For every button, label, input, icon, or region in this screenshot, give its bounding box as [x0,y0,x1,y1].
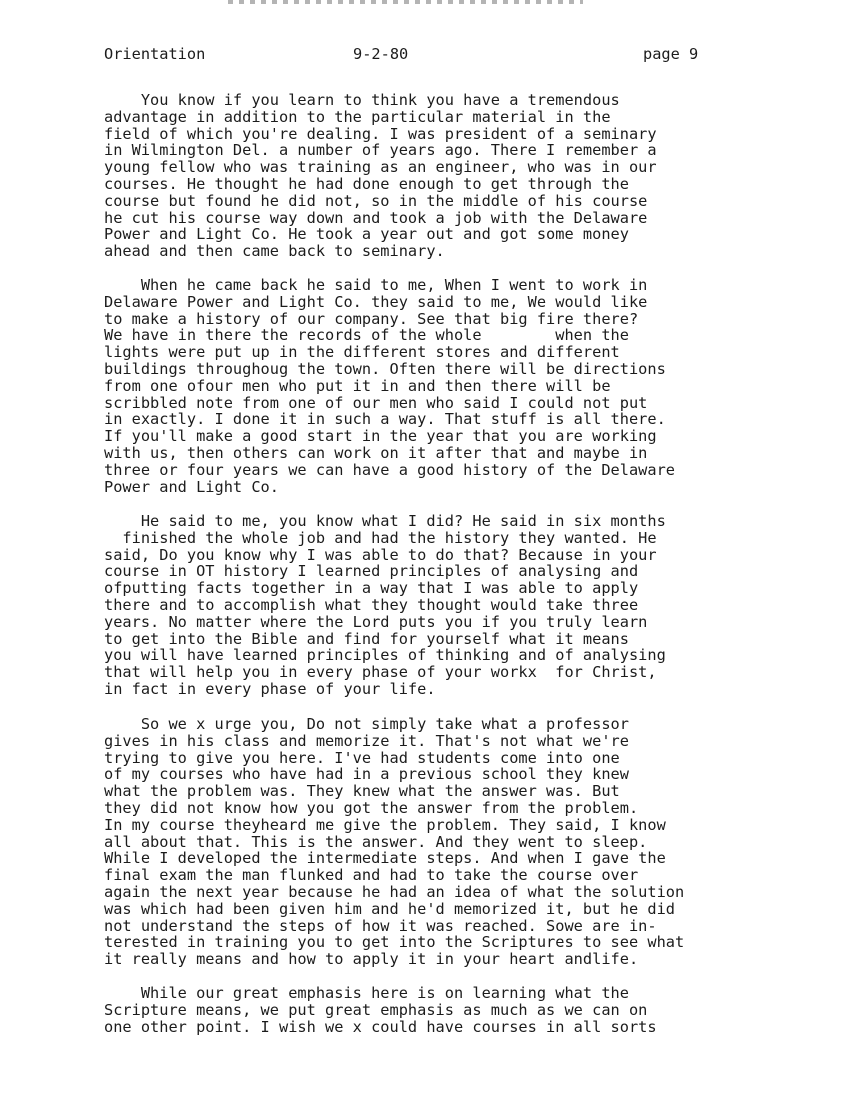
text-line: from one ofour men who put it in and then there will be [104,376,611,395]
text-line: In my course theyheard me give the problem. They said, I know [104,815,666,834]
text-line: Power and Light Co. He took a year out and got some money [104,225,629,244]
document-title: Orientation [104,45,206,63]
text-line: course but found he did not, so in the middle of his course [104,191,648,210]
text-line: Delaware Power and Light Co. they said to me, We would like [104,292,648,311]
text-line: three or four years we can have a good history of the Delaware [104,460,675,479]
text-line: ofputting facts together in a way that I was able to apply [104,579,639,598]
text-line: We have in there the records of the whole when the [104,326,629,345]
text-line: scribbled note from one of our men who said I could not put [104,393,648,412]
scan-artifact [228,0,583,4]
text-line: in Wilmington Del. a number of years ago. There I remember a [104,141,657,160]
text-line: with us, then others can work on it after that and maybe in [104,443,648,462]
text-line: While I developed the intermediate steps. And when I gave the [104,849,666,868]
text-line: ahead and then came back to seminary. [104,242,445,261]
text-line: Scripture means, we put great emphasis as much as we can on [104,1000,648,1019]
text-line: buildings throughoug the town. Often there will be directions [104,359,666,378]
text-line: years. No matter where the Lord puts you if you truly learn [104,612,648,631]
text-line: to make a history of our company. See that big fire there? [104,309,639,328]
text-line: what the problem was. They knew what the answer was. But [104,782,620,801]
text-line: When he came back he said to me, When I went to work in [104,276,648,294]
text-line: trying to give you here. I've had students come into one [104,748,620,767]
text-line: finished the whole job and had the history they wanted. He [104,528,657,547]
text-line: lights were put up in the different stores and different [104,343,620,362]
text-line: that will help you in every phase of your workx for Christ, [104,663,657,682]
text-line: You know if you learn to think you have a tremendous [104,91,620,109]
text-line: again the next year because he had an idea of what the solution [104,882,685,901]
text-line: was which had been given him and he'd memorized it, but he did [104,899,675,918]
text-line: If you'll make a good start in the year that you are working [104,427,657,446]
text-line: advantage in addition to the particular material in the [104,107,611,126]
text-line: courses. He thought he had done enough to get through the [104,174,629,193]
text-line: So we x urge you, Do not simply take what a professor [104,715,629,733]
text-line: said, Do you know why I was able to do that? Because in your [104,545,657,564]
text-line: field of which you're dealing. I was president of a seminary [104,124,657,143]
text-line: they did not know how you got the answer from the problem. [104,798,639,817]
text-line: He said to me, you know what I did? He said in six months [104,512,666,530]
text-line: Power and Light Co. [104,477,279,496]
text-line: it really means and how to apply it in your heart andlife. [104,950,639,969]
text-line: there and to accomplish what they thought would take three [104,595,639,614]
paragraph-3 [104,513,774,698]
text-line: gives in his class and memorize it. That's not what we're [104,731,629,750]
paragraph-5 [104,985,774,1035]
text-line: terested in training you to get into the Scriptures to see what [104,933,685,952]
text-line: young fellow who was training as an engineer, who was in our [104,158,657,177]
paragraph-1 [104,92,774,260]
text-line: in fact in every phase of your life. [104,679,436,698]
text-line: to get into the Bible and find for yourself what it means [104,629,629,648]
text-line: not understand the steps of how it was reached. Sowe are in- [104,916,657,935]
text-line: one other point. I wish we x could have courses in all sorts [104,1017,657,1036]
document-date: 9-2-80 [353,45,409,63]
text-line: in exactly. I done it in such a way. That stuff is all there. [104,410,666,429]
paragraph-4 [104,716,774,968]
page-number: page 9 [643,45,699,63]
text-line: final exam the man flunked and had to take the course over [104,866,639,885]
text-line: of my courses who have had in a previous school they knew [104,765,629,784]
text-line: course in OT history I learned principles of analysing and [104,562,639,581]
text-line: While our great emphasis here is on learning what the [104,984,629,1002]
paragraph-2 [104,277,774,495]
text-line: all about that. This is the answer. And they went to sleep. [104,832,648,851]
text-line: he cut his course way down and took a job with the Delaware [104,208,648,227]
text-line: you will have learned principles of thinking and of analysing [104,646,666,665]
